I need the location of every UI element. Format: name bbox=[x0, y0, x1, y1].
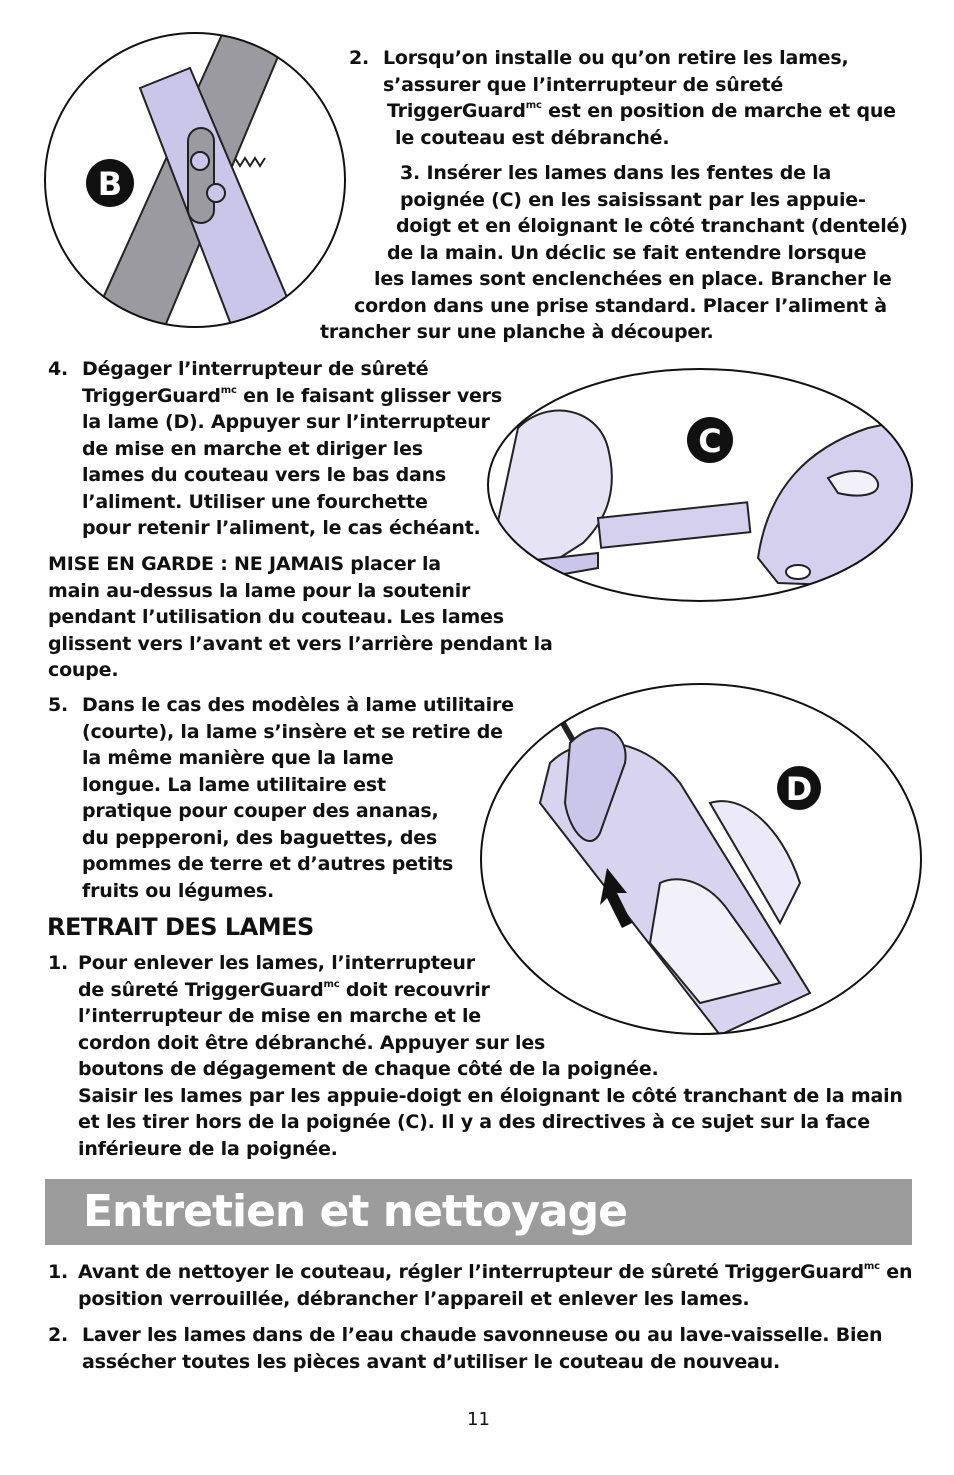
care-step-2-text: 2. Laver les lames dans de l’eau chaude savonneuse ou au lave-vaisselle. Bien assécher toutes les pièces avant d’utiliser le couteau de nouveau. bbox=[48, 1324, 883, 1373]
page-number: 11 bbox=[467, 1409, 490, 1430]
step-4-text: 4. Dégager l’interrupteur de sûreté TriggerGuard$^{mc}$ en le faisant glisser vers la lame (D). Appuyer sur l’interrupteur de mise en marche et diriger les lames du couteau vers le bas dans l’aliment. Utiliser une fourchette pour retenir l’aliment, le cas échéant. bbox=[48, 358, 502, 539]
warning-text: MISE EN GARDE : NE JAMAIS placer la main au-dessus la lame pour la soutenir pendant l’utilisation du couteau. Les lames glissent vers l’avant et vers l’arrière pendant la coupe. bbox=[48, 553, 553, 681]
step-number: 1. bbox=[48, 1261, 69, 1283]
section-banner bbox=[45, 1179, 912, 1245]
step-2-text: 2. Lorsqu’on installe ou qu’on retire les lames, s’assurer que l’interrupteur de sûreté TriggerGuard$^{mc}$ est en position de marche et que le couteau est débranché. bbox=[349, 47, 896, 149]
section-heading-retrait: RETRAIT DES LAMES bbox=[47, 913, 314, 941]
section-title-entretien: Entretien et nettoyage bbox=[83, 1186, 627, 1237]
step-3-text: 3. Insérer les lames dans les fentes de la poignée (C) en les saisissant par les appuie- doigt et en éloignant le côté tranchant (dentelé) de la main. Un déclic se fait entendre lorsque les lames sont enclenchées en place. Brancher le cordon dans une prise standard. Placer l’aliment à trancher sur une planche à découper. bbox=[320, 162, 908, 343]
figure-d-label: D bbox=[785, 770, 813, 808]
step-number: 2. bbox=[48, 1324, 69, 1346]
step-number: 5. bbox=[48, 694, 69, 716]
step-number: 4. bbox=[48, 358, 69, 380]
retrait-step-1-text: 1. Pour enlever les lames, l’interrupteur de sûreté TriggerGuard$^{mc}$ doit recouvrir l’interrupteur de mise en marche et le cordon doit être débranché. Appuyer sur les boutons de dégagement de chaque côté de la poignée. Saisir les lames par les appuie-doigt en éloignant le côté tranchant de la main et les tirer hors de la poignée (C). Il y a des directives à ce sujet sur la face inférieure de la poignée. bbox=[48, 952, 903, 1160]
figure-b-label: B bbox=[97, 165, 123, 203]
step-5-text: 5. Dans le cas des modèles à lame utilitaire (courte), la lame s’insère et se retire de la même manière que la lame longue. La lame utilitaire est pratique pour couper des ananas, du pepperoni, des baguettes, des pommes de terre et d’autres petits fruits ou légumes. bbox=[48, 694, 514, 902]
figure-c-label: C bbox=[698, 422, 722, 460]
care-step-1-text: 1. Avant de nettoyer le couteau, régler l’interrupteur de sûreté TriggerGuard$^{mc}$ en position verrouillée, débrancher l’appareil et enlever les lames. bbox=[48, 1261, 913, 1310]
step-number: 1. bbox=[48, 952, 69, 974]
step-number: 2. bbox=[349, 47, 370, 69]
